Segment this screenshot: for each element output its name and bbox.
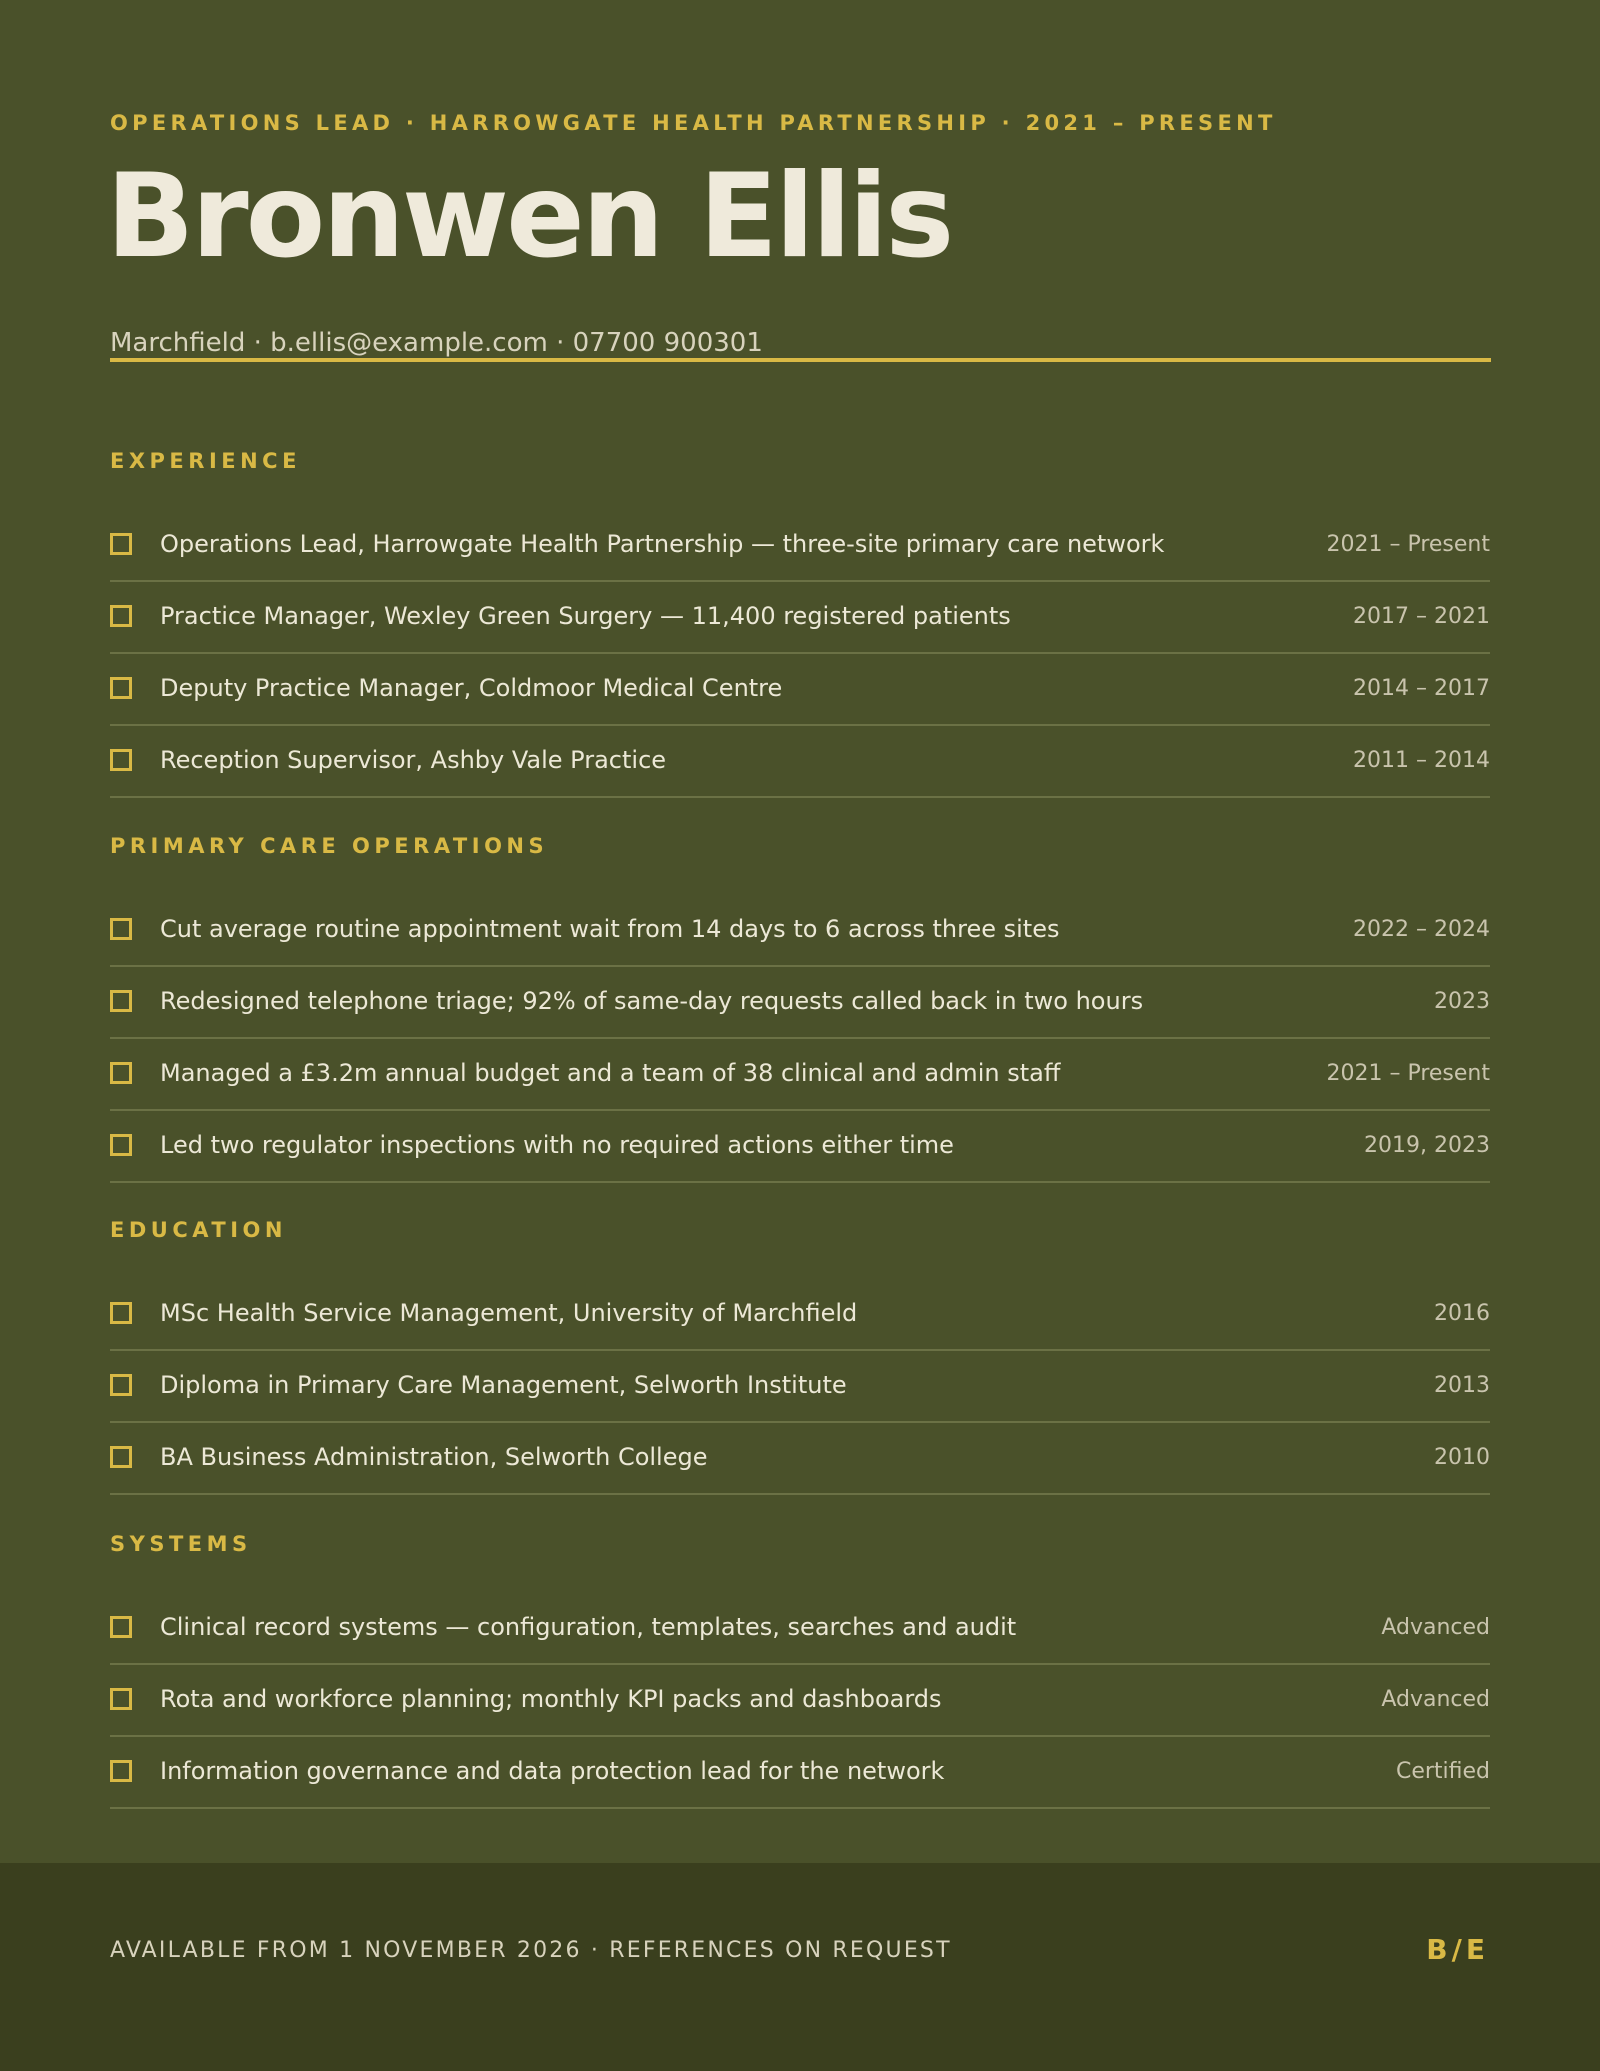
section-title: SYSTEMS	[110, 1532, 252, 1556]
list-item	[110, 1593, 1490, 1665]
education-section	[110, 1217, 1490, 1495]
experience-section	[110, 448, 1490, 798]
checkbox-icon	[110, 1688, 132, 1710]
item-level: Certified	[1395, 1758, 1490, 1784]
list-item	[110, 726, 1490, 798]
accent-divider	[110, 358, 1491, 362]
item-date: 2021 – Present	[1326, 531, 1490, 557]
checkbox-icon	[110, 1374, 132, 1396]
checkbox-icon	[110, 1616, 132, 1638]
monogram: B/E	[1426, 1933, 1489, 1966]
item-text: Clinical record systems — configuration, templates, searches and audit	[160, 1613, 1017, 1641]
item-text: Led two regulator inspections with no required actions either time	[160, 1131, 954, 1159]
item-date: 2017 – 2021	[1353, 603, 1490, 629]
list-item	[110, 1737, 1490, 1809]
item-level: Advanced	[1381, 1686, 1490, 1712]
section-title: EDUCATION	[110, 1218, 287, 1242]
item-date: 2014 – 2017	[1353, 675, 1490, 701]
checkbox-icon	[110, 990, 132, 1012]
candidate-name: Bronwen Ellis	[106, 149, 952, 284]
systems-section	[110, 1531, 1490, 1809]
availability-note: AVAILABLE FROM 1 NOVEMBER 2026 · REFERENCES ON REQUEST	[110, 1938, 952, 1963]
checkbox-icon	[110, 1302, 132, 1324]
item-text: Information governance and data protection lead for the network	[160, 1757, 945, 1785]
list-item	[110, 1665, 1490, 1737]
item-text: BA Business Administration, Selworth College	[160, 1443, 708, 1471]
item-date: 2023	[1434, 988, 1490, 1014]
list-item	[110, 1039, 1490, 1111]
section-title: PRIMARY CARE OPERATIONS	[110, 834, 549, 858]
item-text: Practice Manager, Wexley Green Surgery — 11,400 registered patients	[160, 602, 1011, 630]
section-title: EXPERIENCE	[110, 449, 301, 473]
checkbox-icon	[110, 605, 132, 627]
item-date: 2021 – Present	[1326, 1060, 1490, 1086]
checkbox-icon	[110, 1760, 132, 1782]
item-date: 2019, 2023	[1364, 1132, 1490, 1158]
item-date: 2011 – 2014	[1353, 747, 1490, 773]
item-date: 2013	[1434, 1372, 1490, 1398]
checkbox-icon	[110, 1134, 132, 1156]
item-level: Advanced	[1381, 1614, 1490, 1640]
list-item	[110, 582, 1490, 654]
checkbox-icon	[110, 1446, 132, 1468]
item-text: Rota and workforce planning; monthly KPI packs and dashboards	[160, 1685, 942, 1713]
checkbox-icon	[110, 533, 132, 555]
list-item	[110, 895, 1490, 967]
list-item	[110, 1351, 1490, 1423]
item-text: Deputy Practice Manager, Coldmoor Medical Centre	[160, 674, 783, 702]
item-text: Operations Lead, Harrowgate Health Partnership — three-site primary care network	[160, 530, 1165, 558]
list-item	[110, 510, 1490, 582]
list-item	[110, 1423, 1490, 1495]
footer-band	[0, 1863, 1600, 2071]
item-date: 2016	[1434, 1300, 1490, 1326]
checkbox-icon	[110, 918, 132, 940]
item-text: Diploma in Primary Care Management, Selworth Institute	[160, 1371, 847, 1399]
item-text: Reception Supervisor, Ashby Vale Practice	[160, 746, 667, 774]
item-text: Managed a £3.2m annual budget and a team of 38 clinical and admin staff	[160, 1059, 1061, 1087]
contact-line: Marchfield · b.ellis@example.com · 07700 900301	[110, 328, 763, 358]
checkbox-icon	[110, 749, 132, 771]
list-item	[110, 967, 1490, 1039]
checkbox-icon	[110, 1062, 132, 1084]
item-text: Cut average routine appointment wait from 14 days to 6 across three sites	[160, 915, 1060, 943]
list-item	[110, 654, 1490, 726]
role-kicker: OPERATIONS LEAD · HARROWGATE HEALTH PARTNERSHIP · 2021 – PRESENT	[110, 111, 1277, 135]
operations-section	[110, 833, 1490, 1183]
list-item	[110, 1279, 1490, 1351]
item-date: 2022 – 2024	[1353, 916, 1490, 942]
list-item	[110, 1111, 1490, 1183]
checkbox-icon	[110, 677, 132, 699]
item-text: MSc Health Service Management, University of Marchfield	[160, 1299, 858, 1327]
item-date: 2010	[1434, 1444, 1490, 1470]
item-text: Redesigned telephone triage; 92% of same-day requests called back in two hours	[160, 987, 1144, 1015]
